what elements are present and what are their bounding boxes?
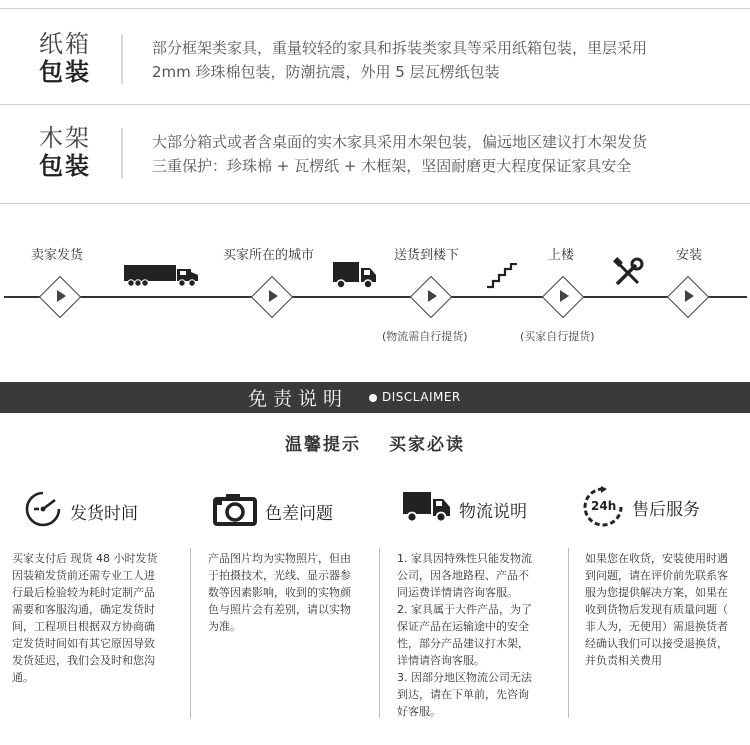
- shipping-time-heading: [24, 490, 138, 532]
- text-line: 收到货物后发现有质量问题（: [585, 603, 728, 616]
- flow-step-label-2: 买家所在的城市: [223, 248, 315, 263]
- small-truck-icon: [333, 260, 377, 294]
- text-line: 好客服。: [397, 705, 441, 718]
- banner-dot: [369, 394, 377, 402]
- section-divider-2: [0, 203, 750, 204]
- text-line: 产品图片均为实物照片，但由: [208, 552, 351, 565]
- stairs-icon: [485, 263, 519, 293]
- logistics-text: [397, 550, 532, 720]
- play-icon: [269, 290, 278, 302]
- text-line: 需要和客服沟通，确定发货时: [12, 603, 155, 616]
- carton-line-2: 2mm 珍珠棉包装，防潮抗震，外用 5 层瓦楞纸包装: [152, 63, 500, 81]
- play-icon: [428, 290, 437, 302]
- text-line: 为准。: [208, 620, 241, 633]
- camera-icon: [213, 492, 257, 530]
- disclaimer-banner: [0, 382, 750, 413]
- flow-line: [4, 296, 747, 298]
- text-line: 性，部分产品建议打木架，: [397, 637, 529, 650]
- color-diff-title: 色差问题: [265, 503, 333, 524]
- column-separator: [190, 548, 191, 718]
- 24h-icon: [582, 486, 624, 528]
- text-line: 非人为，无使用）需退换货者: [585, 620, 728, 633]
- play-icon: [57, 290, 66, 302]
- text-line: 3. 因部分地区物流公司无法: [397, 671, 532, 684]
- text-line: 数等因素影响，收到的实物颜: [208, 586, 351, 599]
- carton-vertical-bar: [121, 34, 123, 84]
- color-diff-text: [208, 550, 351, 635]
- tips-right: 买家必读: [388, 435, 465, 455]
- flow-step-label-4: 上楼: [548, 248, 575, 263]
- wood-title: [30, 124, 100, 180]
- after-sales-text: [585, 550, 728, 669]
- text-line: 行最后检验较为耗时定制产品: [12, 586, 155, 599]
- text-line: 详情请咨询客服。: [397, 654, 485, 667]
- text-line: 到问题，请在评价前先联系客: [585, 569, 728, 582]
- tools-icon: [612, 257, 644, 293]
- color-diff-heading: [213, 492, 333, 530]
- text-line: 2. 家具属于大件产品，为了: [397, 603, 532, 616]
- top-divider: [0, 8, 750, 9]
- text-line: 同运费详情请咨询客服。: [397, 586, 518, 599]
- long-truck-icon: [124, 263, 200, 293]
- text-line: 定发货时间如有其它原因导致: [12, 637, 155, 650]
- text-line: 保证产品在运输途中的安全: [397, 620, 529, 633]
- shipping-time-text: [12, 550, 158, 686]
- text-line: 买家支付后 现货 48 小时发货: [12, 552, 158, 565]
- text-line: 因装箱发货前还需专业工人进: [12, 569, 155, 582]
- text-line: 间，工程项目根据双方协商确: [12, 620, 155, 633]
- text-line: 公司，因各地路程、产品不: [397, 569, 529, 582]
- text-line: 到达，请在下单前，先咨询: [397, 688, 529, 701]
- flow-step-label-1: 卖家发货: [31, 248, 84, 263]
- column-separator: [379, 548, 380, 718]
- logistics-heading: [403, 490, 527, 528]
- text-line: 通。: [12, 671, 34, 684]
- play-icon: [560, 290, 569, 302]
- flow-step-note-4: (买家自行提货): [520, 330, 595, 343]
- tips-left: 温馨提示: [285, 435, 362, 455]
- wood-line-2: 三重保护：珍珠棉 + 瓦楞纸 + 木框架，坚固耐磨更大程度保证家具安全: [152, 157, 632, 175]
- text-line: 经确认我们可以接受退换货，: [585, 637, 728, 650]
- disclaimer-subtitle: DISCLAIMER: [382, 390, 461, 404]
- 24h-icon-text: 24h: [591, 499, 617, 513]
- after-sales-heading: [582, 486, 700, 528]
- text-line: 色与照片会有差别，请以实物: [208, 603, 351, 616]
- carton-title-top: 纸箱: [39, 30, 91, 58]
- wood-vertical-bar: [121, 128, 123, 178]
- text-line: 发货延迟，我们会及时和您沟: [12, 654, 155, 667]
- disclaimer-title: 免责说明: [248, 388, 349, 410]
- shipping-time-title: 发货时间: [70, 503, 138, 524]
- text-line: 1. 家具因特殊性只能发物流: [397, 552, 532, 565]
- wood-title-bottom: 包装: [39, 152, 91, 180]
- delivery-flow: [0, 230, 750, 360]
- play-icon: [685, 290, 694, 302]
- text-line: 于拍摄技术，光线、显示器参: [208, 569, 351, 582]
- wood-description: [152, 130, 742, 178]
- wood-line-1: 大部分箱式或者含桌面的实木家具采用木架包装，偏远地区建议打木架发货: [152, 133, 648, 151]
- after-sales-title: 售后服务: [632, 499, 700, 520]
- flow-step-label-3: 送货到楼下: [394, 248, 460, 263]
- text-line: 并负责相关费用: [585, 654, 662, 667]
- flow-step-label-5: 安装: [676, 248, 703, 263]
- logistics-title: 物流说明: [459, 501, 527, 522]
- clock-icon: [24, 490, 62, 532]
- carton-description: [152, 36, 742, 84]
- column-separator: [568, 548, 569, 718]
- tips-heading: [0, 430, 750, 455]
- text-line: 服为您提供解决方案，如果在: [585, 586, 728, 599]
- carton-title-bottom: 包装: [39, 58, 91, 86]
- section-divider: [0, 104, 750, 105]
- flow-step-note-3: (物流需自行提货): [382, 330, 468, 343]
- carton-title: [30, 30, 100, 86]
- text-line: 如果您在收货，安装使用时遇: [585, 552, 728, 565]
- wood-title-top: 木架: [39, 124, 91, 152]
- carton-line-1: 部分框架类家具，重量较轻的家具和拆装类家具等采用纸箱包装，里层采用: [152, 39, 648, 57]
- delivery-truck-icon: [403, 490, 451, 528]
